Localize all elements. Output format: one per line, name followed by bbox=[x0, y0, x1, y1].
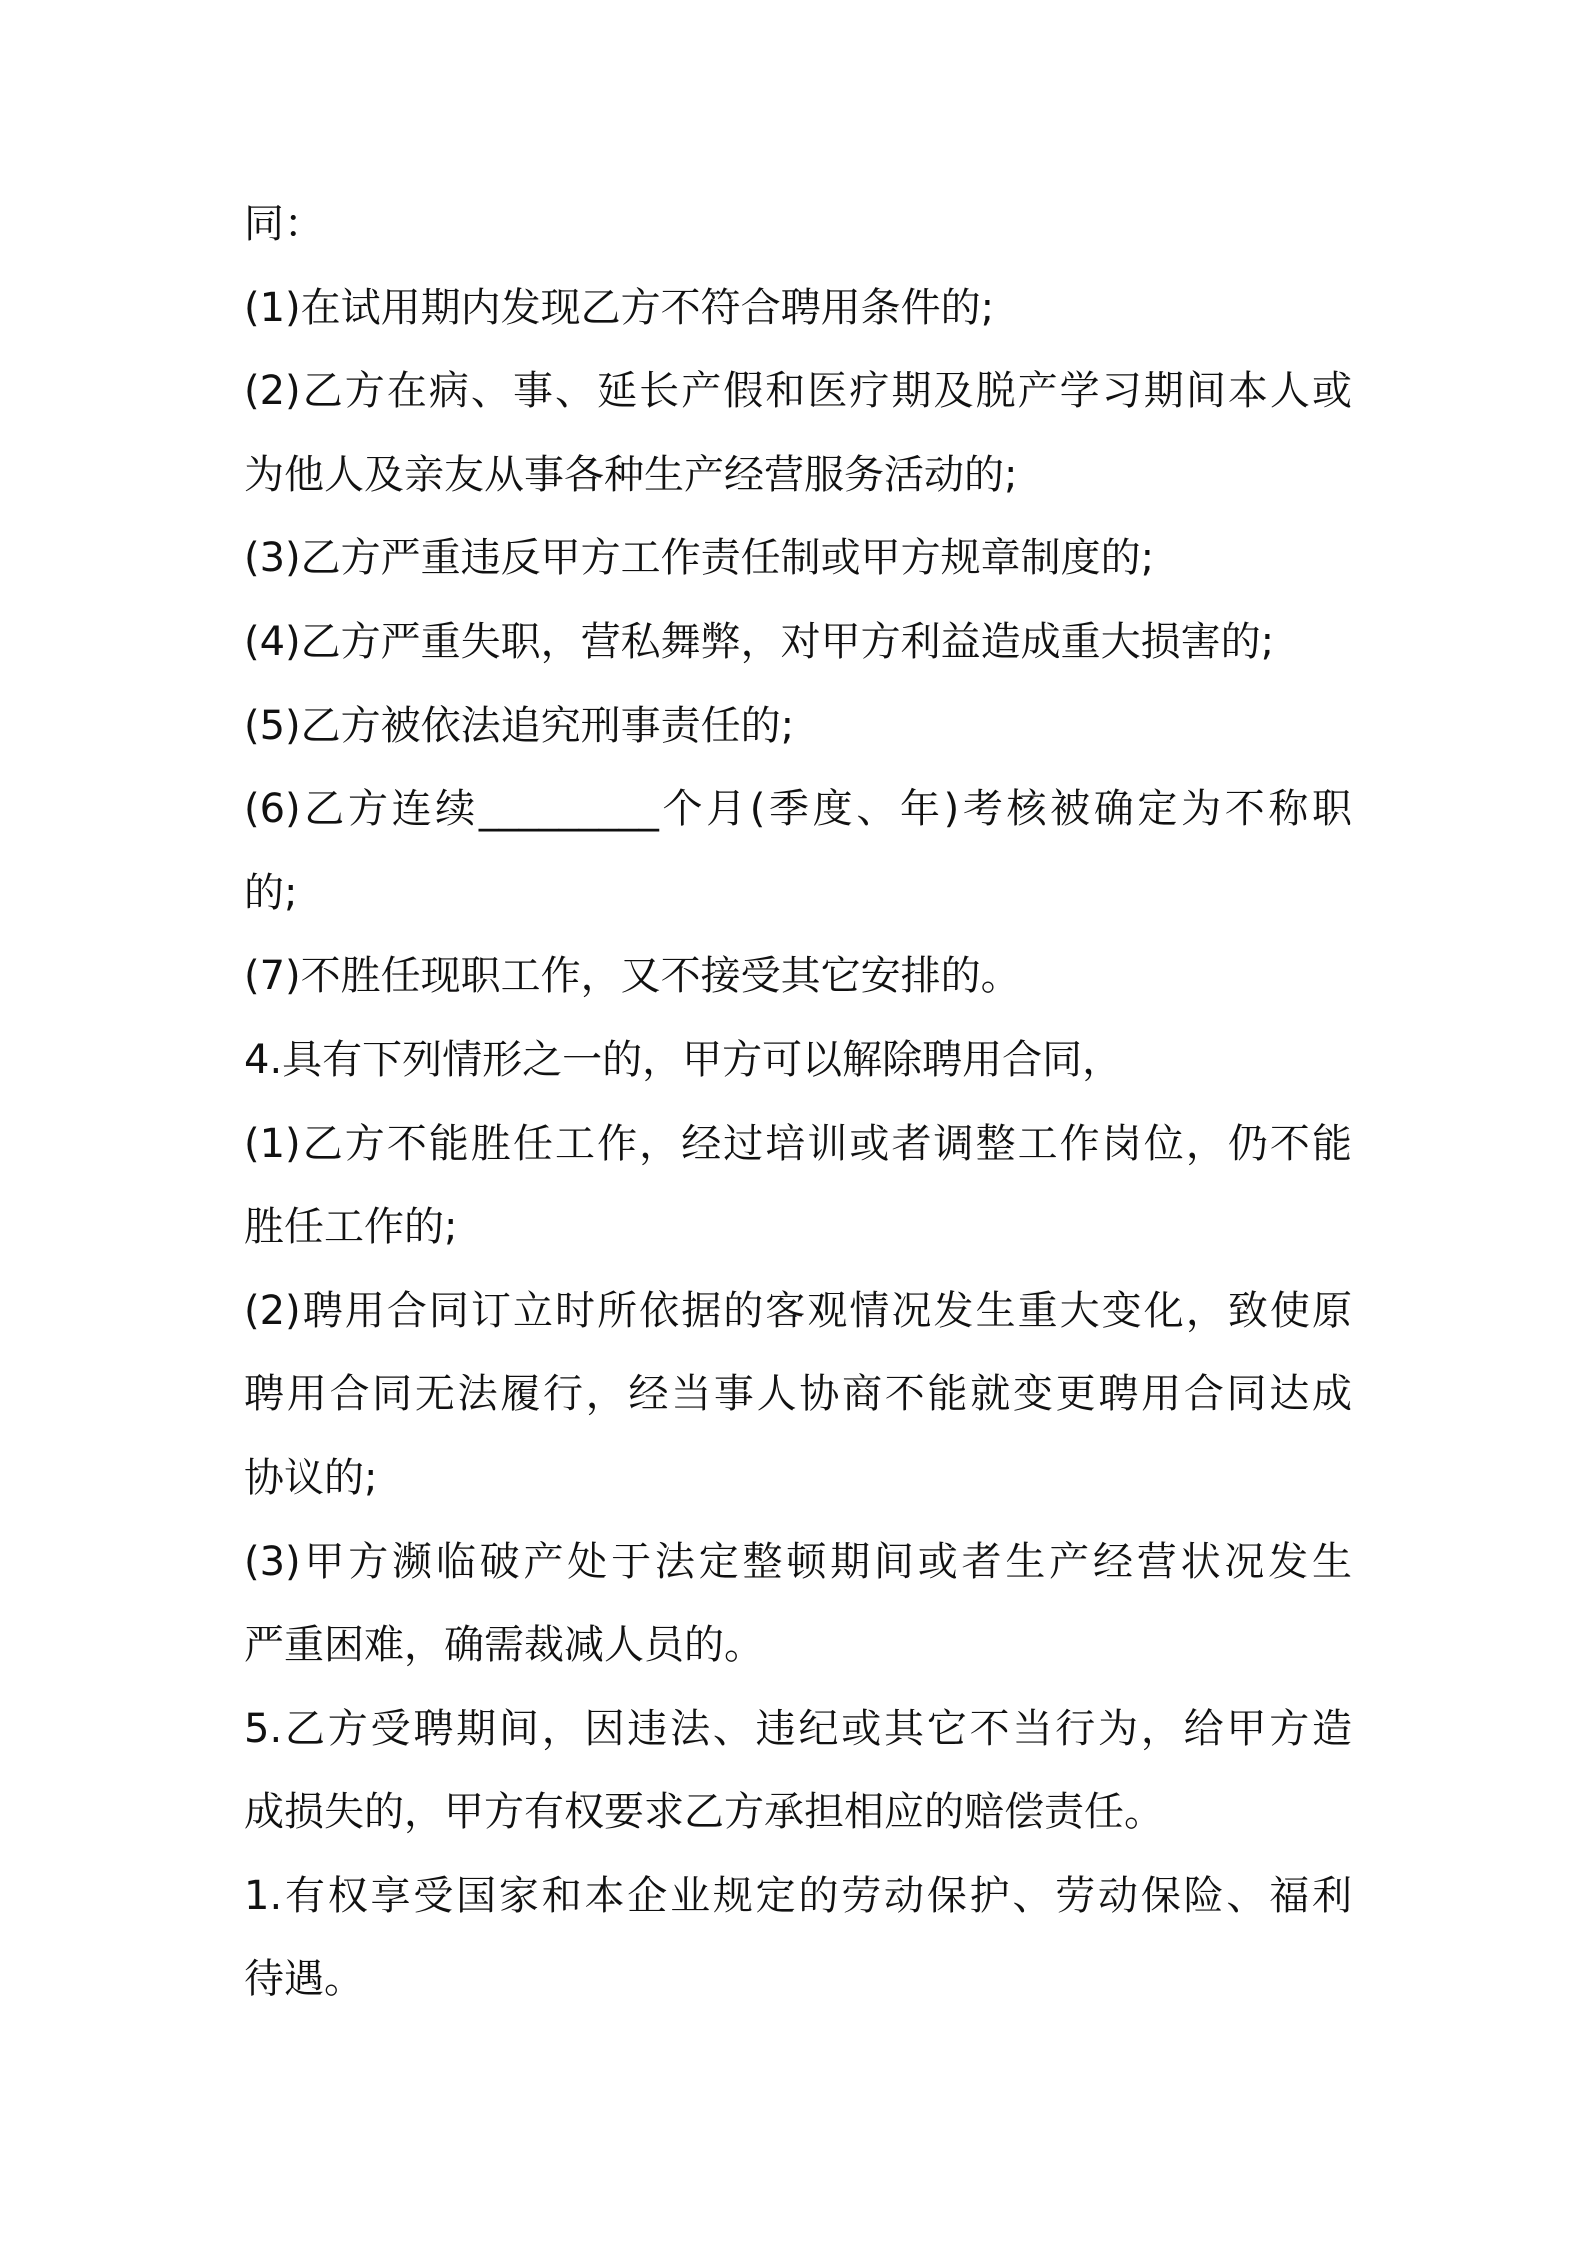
text-line: (2)聘用合同订立时所依据的客观情况发生重大变化，致使原 bbox=[244, 1287, 1352, 1334]
text-line: (7)不胜任现职工作，又不接受其它安排的。 bbox=[244, 953, 1021, 1000]
text-line: 同： bbox=[244, 201, 324, 247]
text-line: 聘用合同无法履行，经当事人协商不能就变更聘用合同达成 bbox=[244, 1371, 1352, 1418]
text-line: (3)甲方濒临破产处于法定整顿期间或者生产经营状况发生 bbox=[244, 1538, 1352, 1585]
text-line: (4)乙方严重失职，营私舞弊，对甲方利益造成重大损害的; bbox=[244, 618, 1275, 665]
text-line: (5)乙方被依法追究刑事责任的; bbox=[244, 702, 795, 749]
text-line: 协议的; bbox=[244, 1454, 378, 1501]
text-line: (3)乙方严重违反甲方工作责任制或甲方规章制度的; bbox=[244, 535, 1155, 582]
text-line: 为他人及亲友从事各种生产经营服务活动的; bbox=[244, 451, 1018, 498]
document-body bbox=[244, 183, 1352, 2022]
text-line: 1.有权享受国家和本企业规定的劳动保护、劳动保险、福利 bbox=[244, 1872, 1352, 1919]
text-line: (1)在试用期内发现乙方不符合聘用条件的; bbox=[244, 284, 995, 331]
text-line: 成损失的，甲方有权要求乙方承担相应的赔偿责任。 bbox=[244, 1789, 1164, 1836]
text-line: (2)乙方在病、事、延长产假和医疗期及脱产学习期间本人或 bbox=[244, 368, 1352, 415]
text-line: 5.乙方受聘期间，因违法、违纪或其它不当行为，给甲方造 bbox=[244, 1705, 1352, 1752]
text-line: (6)乙方连续_________个月(季度、年)考核被确定为不称职 bbox=[244, 786, 1352, 833]
text-line: (1)乙方不能胜任工作，经过培训或者调整工作岗位，仍不能 bbox=[244, 1120, 1352, 1167]
text-line: 严重困难，确需裁减人员的。 bbox=[244, 1622, 764, 1669]
text-line: 的; bbox=[244, 869, 298, 916]
text-line: 待遇。 bbox=[244, 1956, 364, 2003]
text-line: 胜任工作的; bbox=[244, 1204, 458, 1251]
text-line: 4.具有下列情形之一的，甲方可以解除聘用合同， bbox=[244, 1036, 1123, 1083]
